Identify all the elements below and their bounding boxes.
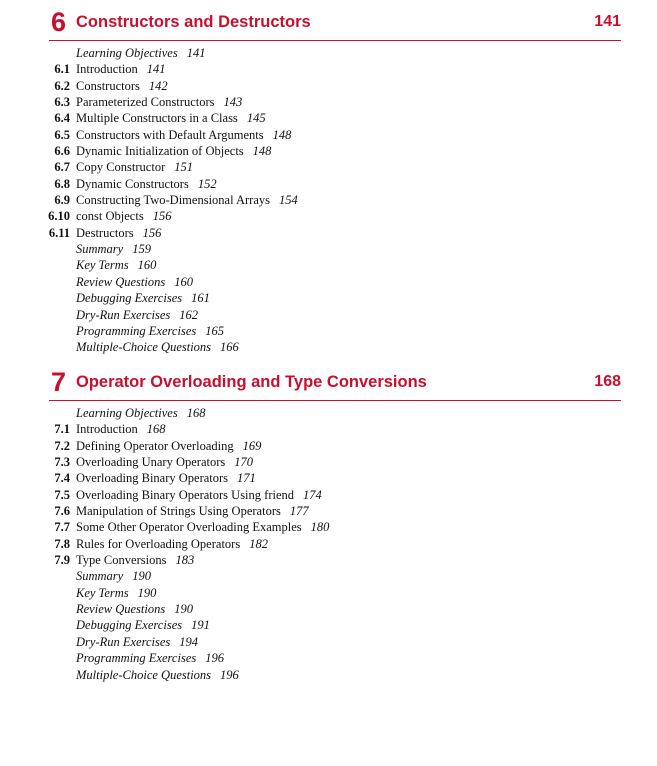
section-title bbox=[76, 503, 309, 519]
section-number: 6.8 bbox=[54, 176, 70, 191]
section-page: 160 bbox=[137, 258, 157, 273]
section-page: 143 bbox=[223, 95, 243, 110]
toc-entry[interactable] bbox=[0, 650, 657, 666]
section-page: 166 bbox=[220, 340, 239, 355]
section-number: 7.6 bbox=[54, 504, 70, 519]
section-number: 6.5 bbox=[54, 127, 70, 142]
section-title bbox=[76, 176, 217, 192]
section-title bbox=[76, 225, 161, 241]
section-title bbox=[76, 585, 156, 601]
toc-entry[interactable] bbox=[0, 94, 657, 110]
section-page: 151 bbox=[174, 160, 193, 175]
section-page: 141 bbox=[186, 46, 206, 60]
section-label: Multiple Constructors in a Class bbox=[76, 111, 238, 126]
section-label: Introduction bbox=[76, 422, 138, 437]
section-title bbox=[76, 519, 329, 535]
section-number: 6.3 bbox=[54, 95, 70, 110]
chapter-page: 168 bbox=[594, 373, 621, 390]
section-title bbox=[76, 208, 171, 224]
toc-entry[interactable] bbox=[0, 487, 657, 503]
section-label: Destructors bbox=[76, 225, 134, 240]
section-page: 194 bbox=[179, 634, 199, 649]
section-page: 156 bbox=[152, 209, 172, 224]
section-number: 6.11 bbox=[48, 225, 70, 240]
toc-entry[interactable] bbox=[0, 617, 657, 633]
toc-entry[interactable] bbox=[0, 470, 657, 486]
section-page: 190 bbox=[174, 602, 193, 617]
toc-list bbox=[0, 45, 657, 356]
section-label: Learning Objectives bbox=[76, 46, 178, 60]
section-title bbox=[76, 470, 256, 486]
section-title bbox=[76, 438, 261, 454]
section-number: 6.4 bbox=[54, 111, 70, 126]
section-label: Copy Constructor bbox=[76, 160, 166, 175]
toc-entry[interactable] bbox=[0, 536, 657, 552]
section-label: Overloading Binary Operators bbox=[76, 471, 229, 486]
toc-entry[interactable] bbox=[0, 601, 657, 617]
toc-entry[interactable] bbox=[0, 257, 657, 273]
section-label: Summary bbox=[76, 569, 124, 584]
section-page: 190 bbox=[137, 585, 157, 600]
toc-entry[interactable] bbox=[0, 405, 657, 421]
section-number: 7.4 bbox=[54, 471, 70, 486]
section-label: Learning Objectives bbox=[76, 406, 178, 420]
section-page: 154 bbox=[279, 193, 298, 208]
section-label: Some Other Operator Overloading Examples bbox=[76, 520, 302, 535]
toc-entry[interactable] bbox=[0, 208, 657, 224]
section-title bbox=[76, 45, 205, 61]
toc-entry[interactable] bbox=[0, 290, 657, 306]
section-title bbox=[76, 241, 151, 257]
section-number: 6.10 bbox=[48, 209, 70, 224]
section-label: Key Terms bbox=[76, 585, 129, 600]
section-title bbox=[76, 487, 322, 503]
toc-entry[interactable] bbox=[0, 241, 657, 257]
chapter-title: Constructors and Destructors bbox=[76, 13, 311, 31]
toc-entry[interactable] bbox=[0, 519, 657, 535]
section-label: Overloading Binary Operators Using friend bbox=[76, 487, 294, 502]
section-label: Debugging Exercises bbox=[76, 291, 183, 306]
section-page: 165 bbox=[205, 323, 224, 338]
toc-entry[interactable] bbox=[0, 421, 657, 437]
toc-entry[interactable] bbox=[0, 585, 657, 601]
section-label: Multiple-Choice Questions bbox=[76, 340, 212, 355]
toc-entry[interactable] bbox=[0, 127, 657, 143]
section-title bbox=[76, 634, 198, 650]
section-page: 190 bbox=[132, 569, 151, 584]
toc-entry[interactable] bbox=[0, 225, 657, 241]
section-label: Introduction bbox=[76, 62, 138, 77]
section-title bbox=[76, 159, 193, 175]
section-number: 6.1 bbox=[54, 62, 70, 77]
section-number: 7.5 bbox=[54, 487, 70, 502]
section-label: Dry-Run Exercises bbox=[76, 634, 171, 649]
section-label: Dry-Run Exercises bbox=[76, 307, 171, 322]
section-title bbox=[76, 61, 166, 77]
section-number: 7.9 bbox=[54, 553, 70, 568]
section-label: Key Terms bbox=[76, 258, 129, 273]
section-title bbox=[76, 650, 224, 666]
section-title bbox=[76, 454, 253, 470]
section-number: 6.9 bbox=[54, 193, 70, 208]
section-label: Parameterized Constructors bbox=[76, 95, 215, 110]
section-label: Constructing Two-Dimensional Arrays bbox=[76, 193, 271, 208]
section-page: 152 bbox=[197, 176, 217, 191]
toc-entry[interactable] bbox=[0, 634, 657, 650]
section-label: Review Questions bbox=[76, 274, 166, 289]
section-page: 160 bbox=[174, 274, 193, 289]
section-title bbox=[76, 405, 205, 421]
toc-entry[interactable] bbox=[0, 274, 657, 290]
toc-entry[interactable] bbox=[0, 110, 657, 126]
section-title bbox=[76, 552, 194, 568]
section-page: 161 bbox=[191, 291, 210, 306]
section-title bbox=[76, 257, 156, 273]
section-label: const Objects bbox=[76, 209, 144, 224]
section-page: 171 bbox=[237, 471, 256, 486]
section-page: 159 bbox=[132, 242, 151, 257]
section-label: Review Questions bbox=[76, 602, 166, 617]
toc-entry[interactable] bbox=[0, 454, 657, 470]
section-number: 7.2 bbox=[54, 438, 70, 453]
toc-entry[interactable] bbox=[0, 143, 657, 159]
section-label: Summary bbox=[76, 242, 124, 257]
chapter-page: 141 bbox=[594, 13, 621, 30]
section-label: Rules for Overloading Operators bbox=[76, 536, 241, 551]
chapter-header bbox=[49, 5, 621, 41]
section-page: 177 bbox=[289, 504, 309, 519]
section-title bbox=[76, 667, 239, 683]
section-title bbox=[76, 290, 210, 306]
section-page: 196 bbox=[220, 667, 239, 682]
section-title bbox=[76, 192, 298, 208]
toc-entry[interactable] bbox=[0, 552, 657, 568]
section-label: Dynamic Initialization of Objects bbox=[76, 144, 244, 159]
section-label: Overloading Unary Operators bbox=[76, 455, 226, 470]
section-page: 168 bbox=[146, 422, 166, 437]
section-title bbox=[76, 339, 239, 355]
section-page: 168 bbox=[186, 406, 206, 420]
chapter-number: 7 bbox=[51, 367, 67, 397]
toc-entry[interactable] bbox=[0, 568, 657, 584]
section-label: Manipulation of Strings Using Operators bbox=[76, 504, 281, 519]
section-number: 7.7 bbox=[54, 520, 70, 535]
section-label: Constructors bbox=[76, 78, 140, 93]
section-page: 191 bbox=[191, 618, 210, 633]
toc-entry[interactable] bbox=[0, 339, 657, 355]
section-title bbox=[76, 78, 168, 94]
chapter-number: 6 bbox=[51, 7, 67, 37]
section-page: 170 bbox=[234, 455, 254, 470]
section-number: 7.8 bbox=[54, 536, 70, 551]
section-page: 156 bbox=[142, 225, 162, 240]
toc-entry[interactable] bbox=[0, 78, 657, 94]
section-number: 6.6 bbox=[54, 144, 70, 159]
toc-entry[interactable] bbox=[0, 45, 657, 61]
section-page: 148 bbox=[272, 127, 292, 142]
toc-entry[interactable] bbox=[0, 61, 657, 77]
section-page: 174 bbox=[303, 487, 322, 502]
section-page: 180 bbox=[310, 520, 330, 535]
section-page: 162 bbox=[179, 307, 199, 322]
section-title bbox=[76, 94, 242, 110]
section-page: 169 bbox=[242, 438, 262, 453]
toc-entry[interactable] bbox=[0, 176, 657, 192]
section-label: Programming Exercises bbox=[76, 323, 197, 338]
toc-entry[interactable] bbox=[0, 192, 657, 208]
toc-entry[interactable] bbox=[0, 667, 657, 683]
section-title bbox=[76, 601, 193, 617]
section-number: 7.3 bbox=[54, 455, 70, 470]
section-title bbox=[76, 323, 224, 339]
section-title bbox=[76, 274, 193, 290]
section-label: Dynamic Constructors bbox=[76, 176, 189, 191]
section-title bbox=[76, 307, 198, 323]
section-page: 196 bbox=[205, 651, 224, 666]
section-label: Type Conversions bbox=[76, 553, 167, 568]
chapter-header bbox=[49, 365, 621, 401]
toc-entry[interactable] bbox=[0, 307, 657, 323]
section-page: 145 bbox=[246, 111, 266, 126]
toc-entry[interactable] bbox=[0, 159, 657, 175]
section-page: 141 bbox=[146, 62, 166, 77]
section-title bbox=[76, 110, 266, 126]
section-title bbox=[76, 421, 166, 437]
toc-entry[interactable] bbox=[0, 323, 657, 339]
toc-entry[interactable] bbox=[0, 438, 657, 454]
section-title bbox=[76, 617, 210, 633]
chapter-6 bbox=[0, 5, 657, 356]
section-title bbox=[76, 143, 271, 159]
section-page: 142 bbox=[148, 78, 168, 93]
section-number: 6.7 bbox=[54, 160, 70, 175]
chapter-title: Operator Overloading and Type Conversions bbox=[76, 373, 427, 391]
section-number: 7.1 bbox=[54, 422, 70, 437]
toc-entry[interactable] bbox=[0, 503, 657, 519]
section-label: Multiple-Choice Questions bbox=[76, 667, 212, 682]
section-title bbox=[76, 536, 268, 552]
section-title bbox=[76, 127, 291, 143]
section-label: Debugging Exercises bbox=[76, 618, 183, 633]
section-label: Defining Operator Overloading bbox=[76, 438, 234, 453]
section-page: 148 bbox=[252, 144, 272, 159]
section-number: 6.2 bbox=[54, 78, 70, 93]
toc-list bbox=[0, 405, 657, 683]
section-page: 183 bbox=[175, 553, 195, 568]
section-label: Programming Exercises bbox=[76, 651, 197, 666]
section-title bbox=[76, 568, 151, 584]
section-label: Constructors with Default Arguments bbox=[76, 127, 264, 142]
section-page: 182 bbox=[249, 536, 268, 551]
chapter-7 bbox=[0, 365, 657, 683]
